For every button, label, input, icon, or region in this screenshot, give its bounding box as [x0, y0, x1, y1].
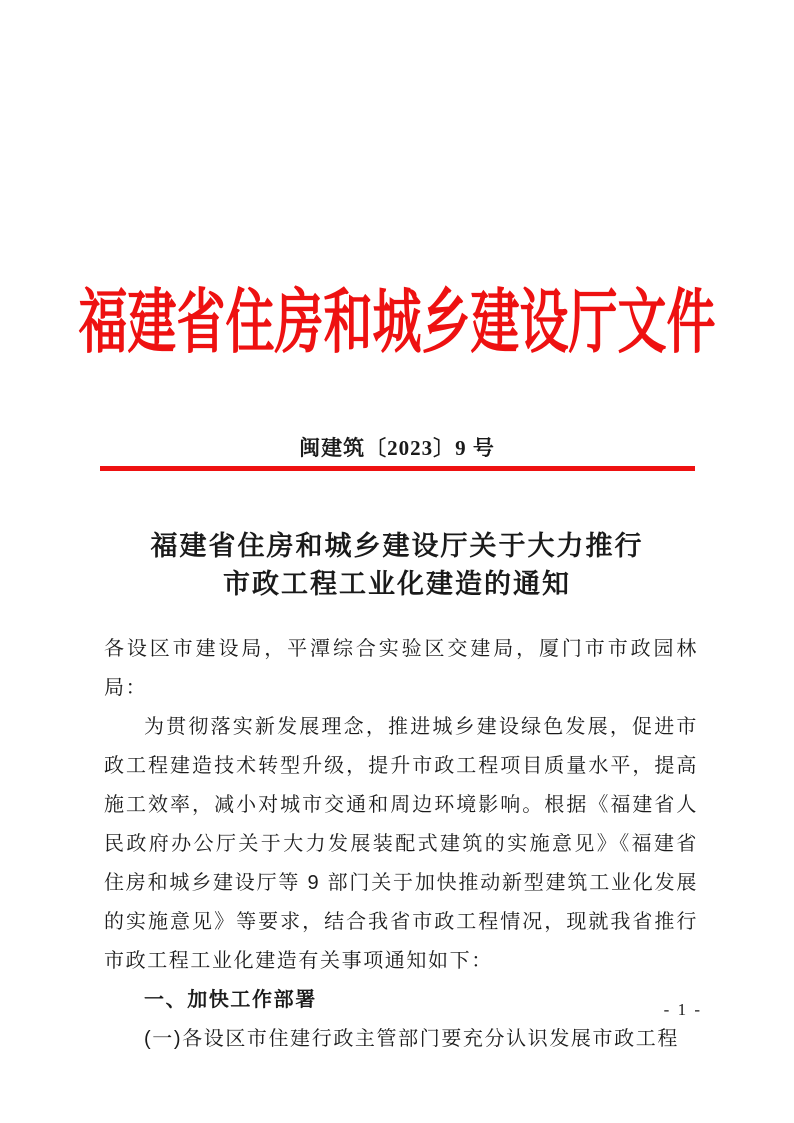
page-number: - 1 - [663, 1000, 702, 1019]
notice-title [0, 527, 794, 603]
letterhead-title: 福建省住房和城乡建设厅文件 [78, 284, 716, 362]
red-divider-line [100, 466, 695, 471]
section-1-heading: 一、加快工作部署 [144, 989, 317, 1011]
salutation-line: 各设区市建设局，平潭综合实验区交建局，厦门市市政园林局： [104, 638, 698, 699]
notice-title-line-2: 市政工程工业化建造的通知 [223, 569, 571, 599]
notice-title-line-1: 福建省住房和城乡建设厅关于大力推行 [150, 531, 644, 561]
intro-paragraph: 为贯彻落实新发展理念，推进城乡建设绿色发展，促进市政工程建造技术转型升级，提升市政工程项目质量水平，提高施工效率，减小对城市交通和周边环境影响。根据《福建省人民政府办公厅关于大力发展装配式建筑的实施意见》《福建省住房和城乡建设厅等 9 部门关于加快推动新型建筑工业化发展的实施意见》等要求，结合我省市政工程情况，现就我省推行市政工程工业化建造有关事项通知如下： [104, 716, 698, 972]
section-1-paragraph-1: (一)各设区市住建行政主管部门要充分认识发展市政工程 [144, 1028, 679, 1050]
document-number: 闽建筑〔2023〕9 号 [299, 436, 495, 460]
document-body [104, 630, 698, 1059]
